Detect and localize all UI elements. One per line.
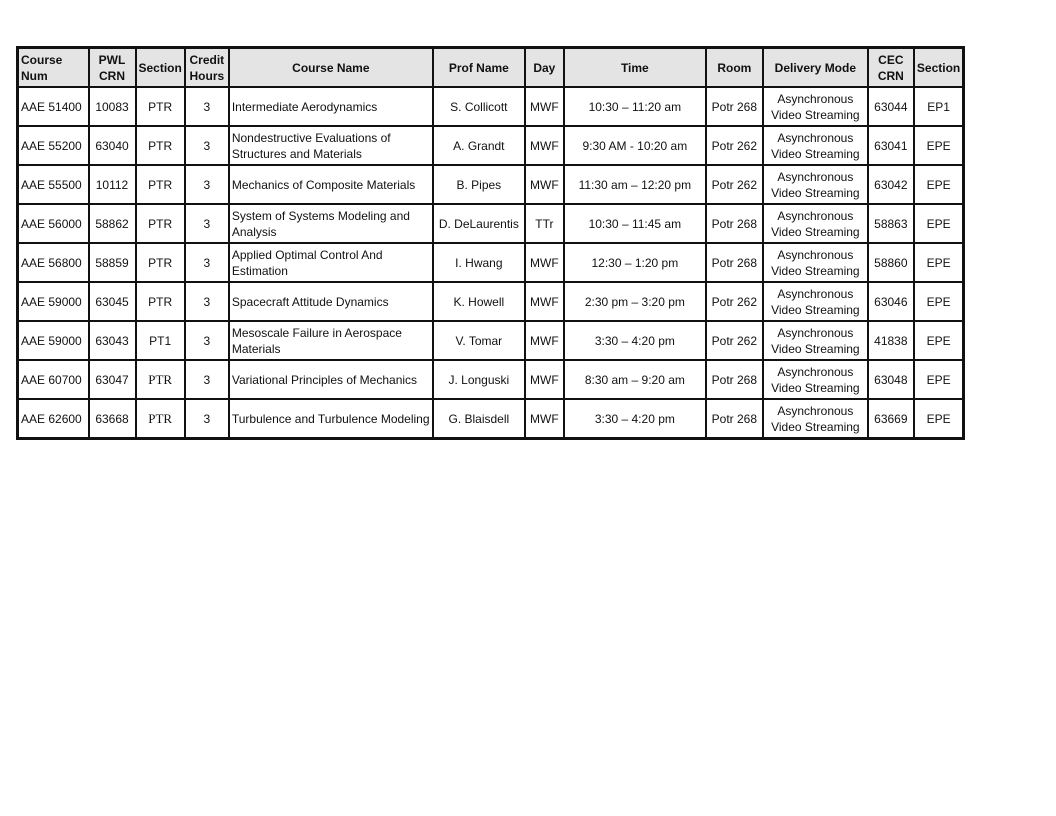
table-row [18,399,964,439]
cell-day: MWF [525,165,564,204]
cell-delivery-mode: Asynchronous Video Streaming [763,282,868,321]
cell-course-num: AAE 55500 [18,165,89,204]
cell-time: 10:30 – 11:20 am [564,87,706,126]
cell-course-name: Mechanics of Composite Materials [229,165,433,204]
cell-course-name: System of Systems Modeling and Analysis [229,204,433,243]
cell-cec-crn: 63669 [868,399,914,439]
cell-prof-name: I. Hwang [433,243,525,282]
col-header-prof-name: Prof Name [433,48,525,88]
cell-credit-hours: 3 [185,321,229,360]
cell-cec-section: EP1 [914,87,964,126]
cell-credit-hours: 3 [185,399,229,439]
cell-prof-name: B. Pipes [433,165,525,204]
cell-prof-name: K. Howell [433,282,525,321]
col-header-section: Section [136,48,185,88]
cell-course-name: Mesoscale Failure in Aerospace Materials [229,321,433,360]
cell-day: MWF [525,87,564,126]
cell-delivery-mode: Asynchronous Video Streaming [763,126,868,165]
schedule-body [18,87,964,439]
cell-delivery-mode: Asynchronous Video Streaming [763,399,868,439]
cell-delivery-mode: Asynchronous Video Streaming [763,360,868,399]
cell-prof-name: G. Blaisdell [433,399,525,439]
header-row [18,48,964,88]
cell-cec-crn: 41838 [868,321,914,360]
cell-credit-hours: 3 [185,165,229,204]
cell-prof-name: J. Longuski [433,360,525,399]
cell-cec-section: EPE [914,126,964,165]
cell-room: Potr 262 [706,321,763,360]
table-row [18,360,964,399]
cell-pwl-crn: 58859 [89,243,136,282]
cell-day: MWF [525,126,564,165]
cell-pwl-crn: 63045 [89,282,136,321]
cell-credit-hours: 3 [185,126,229,165]
cell-time: 11:30 am – 12:20 pm [564,165,706,204]
cell-section: PTR [136,126,185,165]
table-row [18,204,964,243]
col-header-cec-section: Section [914,48,964,88]
cell-cec-crn: 63041 [868,126,914,165]
cell-course-num: AAE 56800 [18,243,89,282]
cell-prof-name: A. Grandt [433,126,525,165]
cell-prof-name: D. DeLaurentis [433,204,525,243]
cell-cec-section: EPE [914,165,964,204]
cell-time: 3:30 – 4:20 pm [564,321,706,360]
cell-pwl-crn: 63043 [89,321,136,360]
cell-pwl-crn: 10112 [89,165,136,204]
cell-time: 8:30 am – 9:20 am [564,360,706,399]
table-row [18,126,964,165]
col-header-day: Day [525,48,564,88]
cell-credit-hours: 3 [185,282,229,321]
cell-section: PTR [136,87,185,126]
cell-time: 10:30 – 11:45 am [564,204,706,243]
col-header-pwl-crn: PWL CRN [89,48,136,88]
col-header-cec-crn: CEC CRN [868,48,914,88]
cell-prof-name: S. Collicott [433,87,525,126]
cell-room: Potr 262 [706,282,763,321]
cell-room: Potr 262 [706,165,763,204]
cell-cec-section: EPE [914,360,964,399]
cell-course-num: AAE 62600 [18,399,89,439]
table-row [18,165,964,204]
cell-prof-name: V. Tomar [433,321,525,360]
cell-course-num: AAE 51400 [18,87,89,126]
cell-day: MWF [525,282,564,321]
cell-course-name: Spacecraft Attitude Dynamics [229,282,433,321]
cell-room: Potr 268 [706,204,763,243]
cell-day: MWF [525,243,564,282]
cell-day: MWF [525,321,564,360]
cell-course-num: AAE 59000 [18,321,89,360]
cell-credit-hours: 3 [185,87,229,126]
cell-section: PTR [136,204,185,243]
cell-section: PTR [136,165,185,204]
cell-time: 9:30 AM - 10:20 am [564,126,706,165]
cell-day: MWF [525,399,564,439]
table-row [18,87,964,126]
cell-delivery-mode: Asynchronous Video Streaming [763,321,868,360]
col-header-time: Time [564,48,706,88]
cell-course-name: Turbulence and Turbulence Modeling [229,399,433,439]
cell-cec-section: EPE [914,399,964,439]
cell-pwl-crn: 63040 [89,126,136,165]
cell-day: TTr [525,204,564,243]
cell-course-num: AAE 56000 [18,204,89,243]
cell-pwl-crn: 63668 [89,399,136,439]
cell-pwl-crn: 63047 [89,360,136,399]
col-header-room: Room [706,48,763,88]
cell-cec-crn: 63046 [868,282,914,321]
cell-cec-section: EPE [914,204,964,243]
cell-credit-hours: 3 [185,204,229,243]
cell-credit-hours: 3 [185,243,229,282]
col-header-delivery-mode: Delivery Mode [763,48,868,88]
cell-course-num: AAE 59000 [18,282,89,321]
cell-section: PTR [136,282,185,321]
cell-cec-crn: 58860 [868,243,914,282]
cell-course-num: AAE 55200 [18,126,89,165]
cell-cec-crn: 63048 [868,360,914,399]
cell-cec-section: EPE [914,321,964,360]
cell-credit-hours: 3 [185,360,229,399]
cell-section: PTR [136,243,185,282]
cell-room: Potr 262 [706,126,763,165]
cell-delivery-mode: Asynchronous Video Streaming [763,87,868,126]
cell-pwl-crn: 58862 [89,204,136,243]
cell-room: Potr 268 [706,243,763,282]
table-row [18,282,964,321]
cell-cec-section: EPE [914,243,964,282]
col-header-course-name: Course Name [229,48,433,88]
table-row [18,321,964,360]
cell-cec-crn: 58863 [868,204,914,243]
cell-room: Potr 268 [706,360,763,399]
cell-time: 3:30 – 4:20 pm [564,399,706,439]
cell-room: Potr 268 [706,87,763,126]
course-schedule-table [16,46,965,440]
table-row [18,243,964,282]
col-header-course-num: Course Num [18,48,89,88]
cell-course-name: Intermediate Aerodynamics [229,87,433,126]
cell-pwl-crn: 10083 [89,87,136,126]
cell-course-name: Variational Principles of Mechanics [229,360,433,399]
cell-section: PTR [136,399,185,439]
cell-time: 2:30 pm – 3:20 pm [564,282,706,321]
cell-cec-section: EPE [914,282,964,321]
cell-section: PTR [136,360,185,399]
cell-cec-crn: 63042 [868,165,914,204]
cell-day: MWF [525,360,564,399]
cell-section: PT1 [136,321,185,360]
cell-delivery-mode: Asynchronous Video Streaming [763,204,868,243]
cell-course-name: Nondestructive Evaluations of Structures and Materials [229,126,433,165]
cell-course-num: AAE 60700 [18,360,89,399]
cell-delivery-mode: Asynchronous Video Streaming [763,243,868,282]
cell-cec-crn: 63044 [868,87,914,126]
cell-time: 12:30 – 1:20 pm [564,243,706,282]
cell-course-name: Applied Optimal Control And Estimation [229,243,433,282]
cell-room: Potr 268 [706,399,763,439]
col-header-credit-hours: Credit Hours [185,48,229,88]
cell-delivery-mode: Asynchronous Video Streaming [763,165,868,204]
